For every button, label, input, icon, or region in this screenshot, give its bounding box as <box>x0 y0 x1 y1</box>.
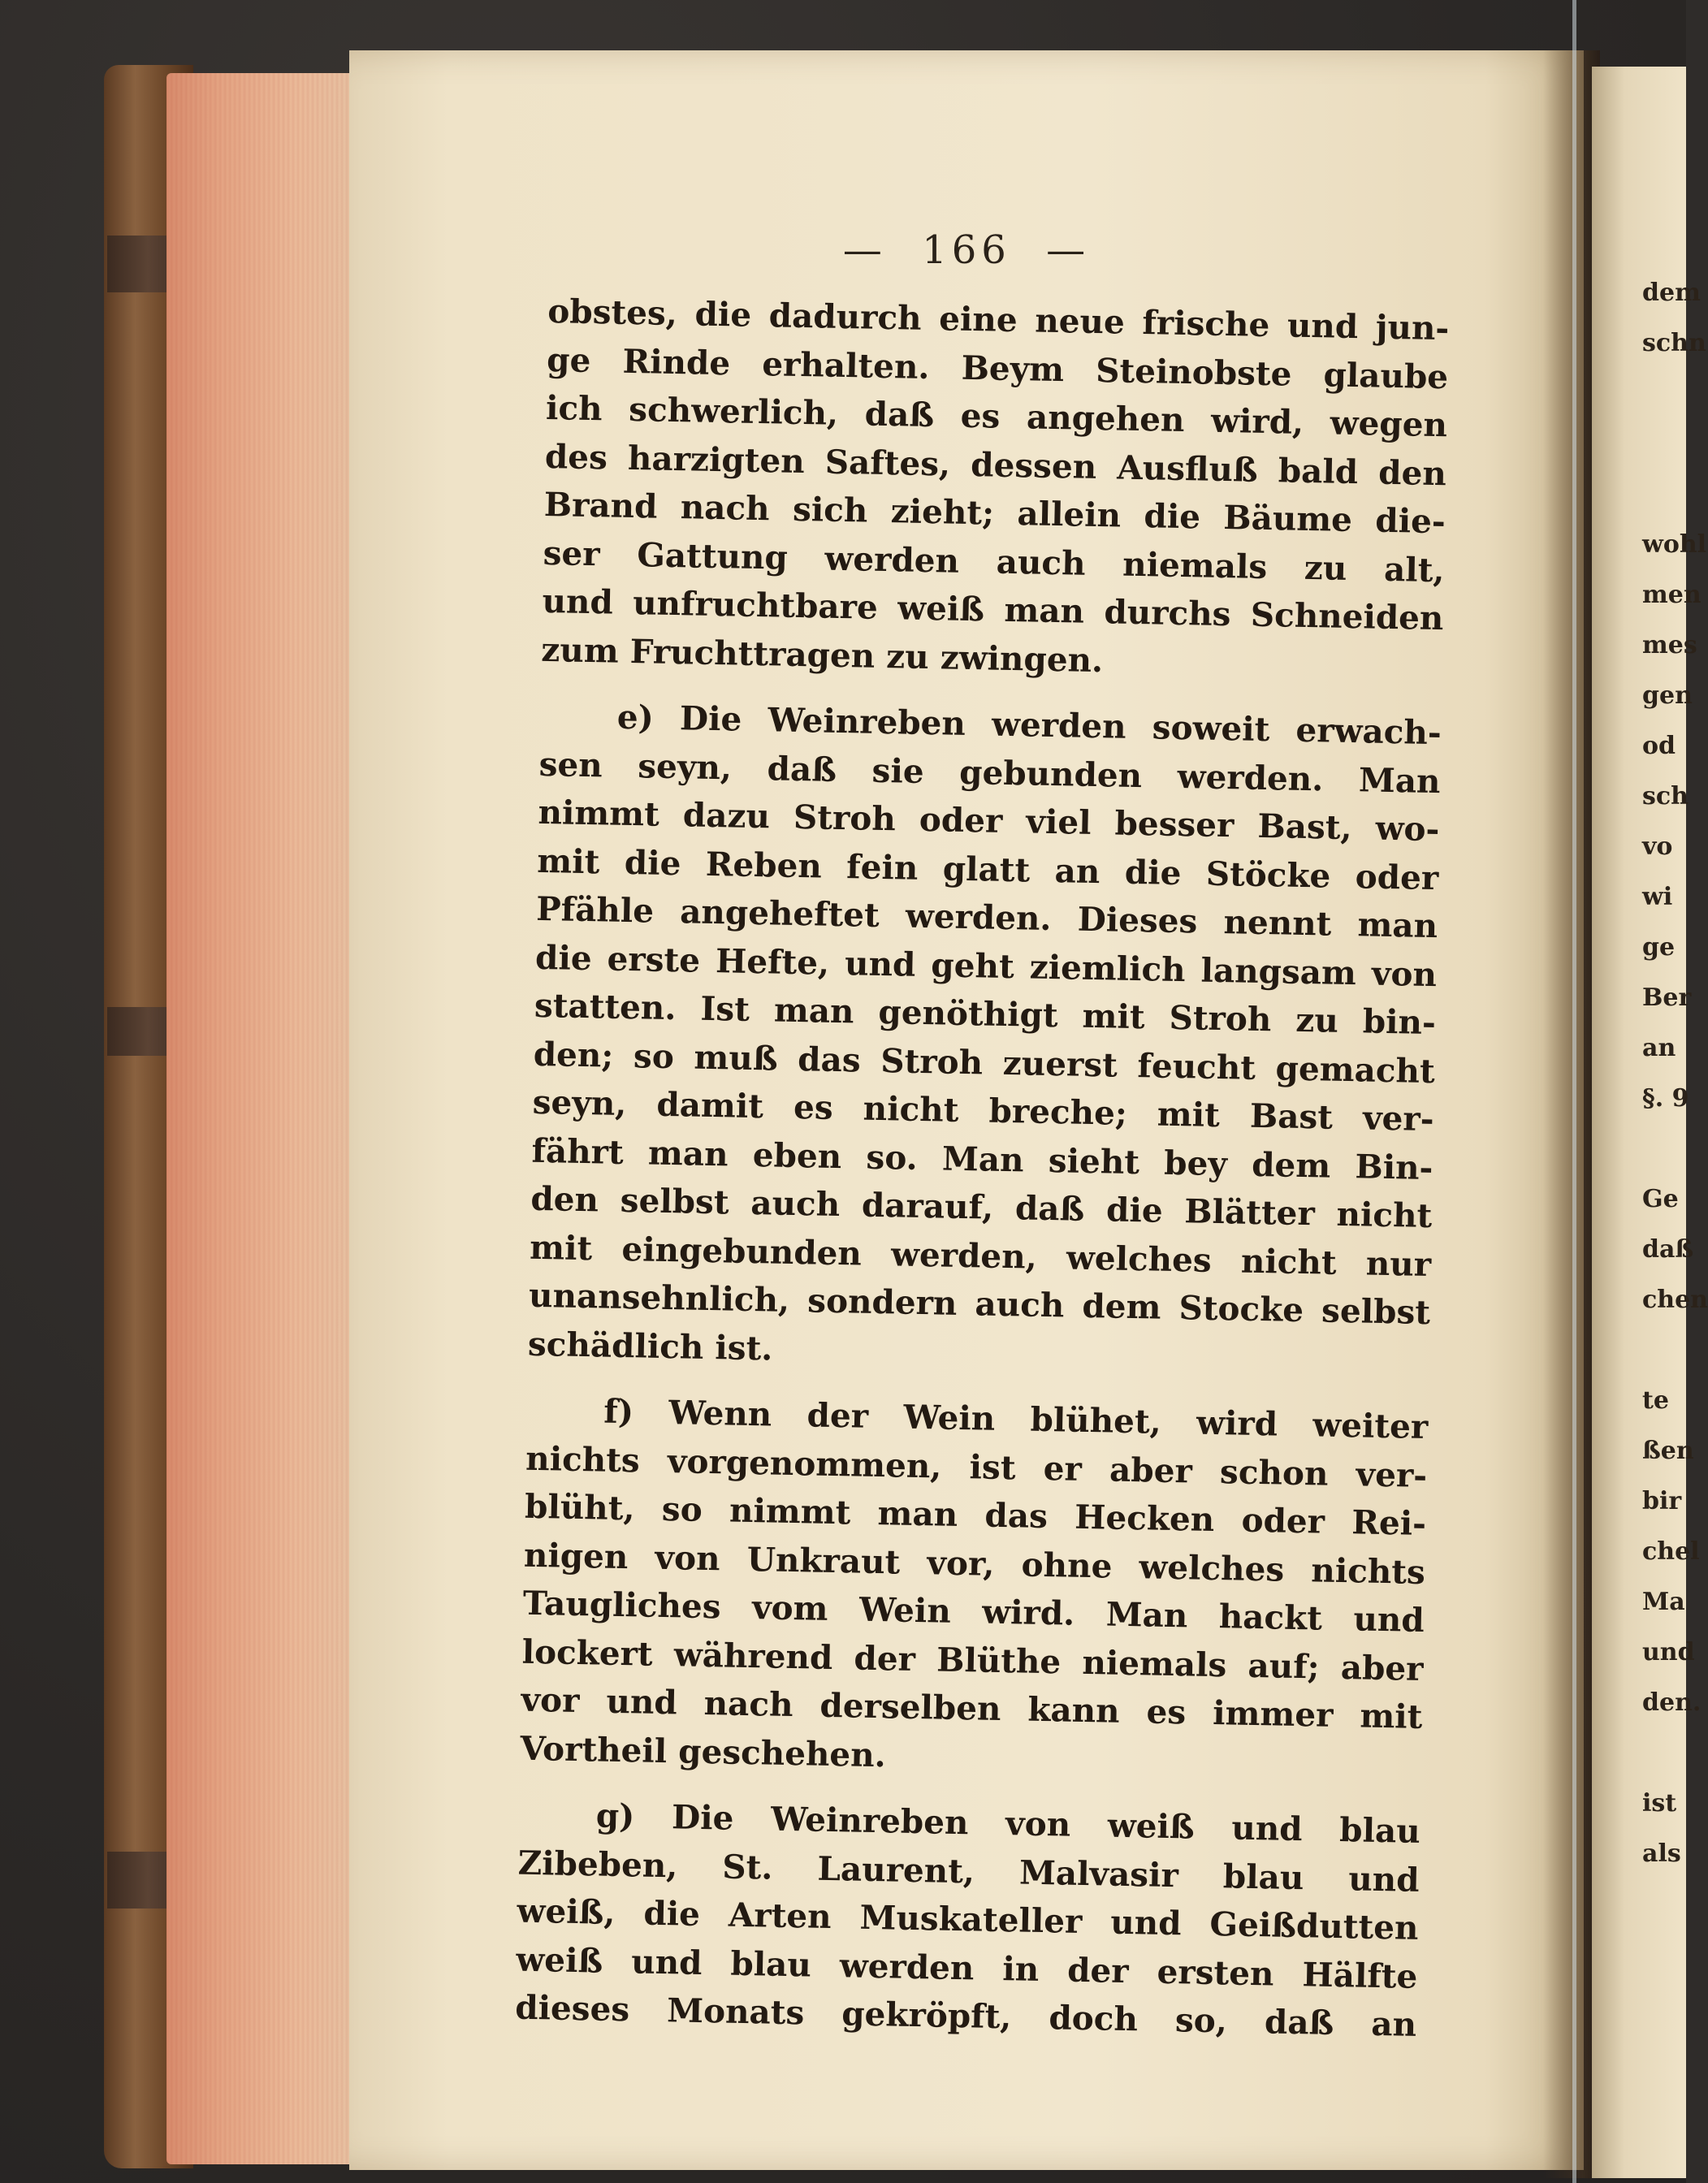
text-line: ge Rinde erhalten. Beym Steinobste glaube <box>546 339 1449 396</box>
page-number: 166 <box>922 227 1011 273</box>
text-line: fährt man eben so. Man sieht bey dem Bin- <box>531 1130 1433 1187</box>
text-line: weiß und blau werden in der ersten Hälfte <box>516 1939 1418 1996</box>
text-line: sen seyn, daß sie gebunden werden. Man <box>538 744 1441 801</box>
text-line: Pfähle angeheftet werden. Dieses nennt man <box>535 888 1438 946</box>
facing-page-fragment: gen <box>1642 681 1693 710</box>
book-page <box>349 50 1584 2170</box>
scanner-glass-edge <box>1572 0 1576 2183</box>
facing-page-fragment: Ma <box>1642 1588 1685 1616</box>
text-line: und unfruchtbare weiß man durchs Schneiden <box>542 581 1444 638</box>
facing-page-fragment: und <box>1642 1638 1695 1666</box>
facing-page-fragment: vo <box>1642 832 1673 861</box>
text-line: mit eingebunden werden, welches nicht nur <box>529 1227 1432 1284</box>
text-line: f) Wenn der Wein blühet, wird weiter <box>603 1391 1429 1447</box>
text-line: nimmt dazu Stroh oder viel besser Bast, wo- <box>538 792 1440 849</box>
text-line: vor und nach derselben kann es immer mit <box>521 1679 1423 1736</box>
facing-page-fragment: wohl <box>1642 530 1707 559</box>
facing-page-fragment: bir <box>1642 1487 1682 1515</box>
text-line: unansehnlich, sondern auch dem Stocke selbst <box>528 1275 1431 1333</box>
text-line: den selbst auch darauf, daß die Blätter nicht <box>530 1178 1433 1236</box>
text-line: Zibeben, St. Laurent, Malvasir blau und <box>517 1843 1420 1900</box>
text-line: Vortheil geschehen. <box>520 1728 887 1774</box>
facing-page-fragment: ge <box>1642 933 1676 962</box>
facing-page-fragment: ist <box>1642 1789 1677 1818</box>
facing-page-fragment: sch <box>1642 782 1689 811</box>
text-line: mit die Reben fein glatt an die Stöcke oder <box>536 841 1439 897</box>
text-line: g) Die Weinreben von weiß und blau <box>595 1796 1421 1851</box>
facing-page-fragment <box>1642 369 1686 419</box>
facing-page-fragment: Ge <box>1642 1185 1679 1213</box>
header-dash-right: — <box>1046 227 1091 273</box>
text-line: Brand nach sich zieht; allein die Bäume die- <box>543 484 1446 542</box>
facing-page-fragment: wi <box>1642 883 1673 911</box>
text-line: ich schwerlich, daß es angehen wird, wegen <box>545 387 1448 445</box>
facing-page-fragment: chen <box>1642 1286 1708 1314</box>
text-line: Taugliches vom Wein wird. Man hackt und <box>522 1583 1425 1640</box>
text-line: die erste Hefte, und geht ziemlich langsam von <box>534 937 1438 994</box>
facing-page-fragment: schn <box>1642 329 1706 357</box>
facing-page-fragment <box>1642 1325 1686 1376</box>
facing-page-fragment: men <box>1642 581 1702 609</box>
text-line: nichts vorgenommen, ist er aber schon ver- <box>525 1438 1428 1495</box>
text-line: zum Fruchttragen zu zwingen. <box>540 629 1104 680</box>
facing-page-fragment: §. 9 <box>1642 1084 1689 1113</box>
header-dash-left: — <box>842 227 887 273</box>
facing-page-fragment: an <box>1642 1034 1676 1062</box>
text-line: blüht, so nimmt man das Hecken oder Rei- <box>524 1486 1427 1544</box>
text-line: seyn, damit es nicht breche; mit Bast ver- <box>532 1082 1435 1139</box>
text-line: des harzigten Saftes, dessen Ausfluß bald den <box>544 436 1447 493</box>
facing-page-fragment: den. <box>1642 1688 1702 1717</box>
page-edges <box>166 73 353 2164</box>
text-line: schädlich ist. <box>527 1324 773 1368</box>
facing-page-fragment: Ber <box>1642 983 1692 1012</box>
facing-page-fragment: daß <box>1642 1235 1694 1264</box>
text-line: weiß, die Arten Muskateller und Geißdutten <box>517 1891 1419 1947</box>
text-line: nigen von Unkraut vor, ohne welches nichts <box>523 1535 1426 1592</box>
text-line: obstes, die dadurch eine neue frische und jun- <box>547 291 1450 348</box>
body-text <box>515 287 1450 2049</box>
facing-page-fragment: od <box>1642 732 1676 760</box>
facing-page-fragment <box>1642 1728 1686 1779</box>
facing-page-fragment <box>1642 1124 1686 1174</box>
facing-page-fragment: dem <box>1642 279 1701 307</box>
text-line: lockert während der Blüthe niemals auf; aber <box>521 1632 1425 1688</box>
text-line: statten. Ist man genöthigt mit Stroh zu bin- <box>534 985 1437 1043</box>
text-line: ser Gattung werden auch niemals zu alt, <box>543 533 1445 590</box>
facing-page-fragment: ßen <box>1642 1437 1694 1465</box>
text-line: den; so muß das Stroh zuerst feucht gemacht <box>533 1034 1436 1091</box>
text-line: dieses Monats gekröpft, doch so, daß an <box>514 1987 1417 2044</box>
facing-page-fragment <box>1642 419 1686 469</box>
facing-page-fragment <box>1642 469 1686 520</box>
page-number-header <box>349 227 1584 273</box>
facing-page-fragment: mes <box>1642 631 1697 659</box>
facing-page-fragment: te <box>1642 1386 1669 1415</box>
facing-page-fragment: als <box>1642 1839 1681 1868</box>
facing-page-text <box>1642 268 1708 1879</box>
text-line: e) Die Weinreben werden soweit erwach- <box>616 697 1442 753</box>
facing-page-fragment: chel <box>1642 1537 1700 1566</box>
